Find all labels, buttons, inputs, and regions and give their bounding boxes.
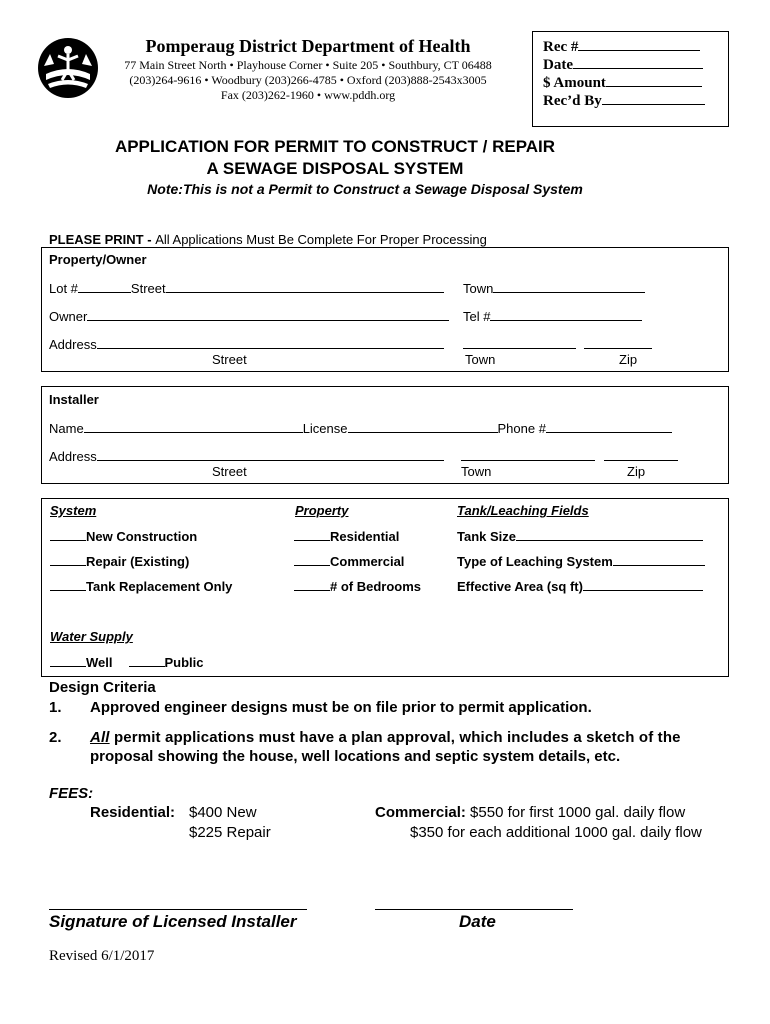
amount-label: $ Amount [543,75,606,91]
tel-label: Tel # [463,309,491,324]
org-phones: (203)264-9616 • Woodbury (203)266-4785 • Oxford (203)888-2543x3005 [129,73,487,87]
effective-area-field[interactable] [583,578,703,591]
installer-address-zip-field[interactable] [604,448,678,461]
owner-town-sublabel: Town [465,352,496,367]
date-label: Date [543,57,573,73]
commercial-check[interactable] [294,553,330,566]
license-field[interactable] [348,420,498,433]
lot-label: Lot # [49,281,78,296]
property-owner-heading: Property/Owner [49,252,147,267]
design-item1-text: Approved engineer designs must be on file prior to permit application. [90,699,592,716]
phone-label: Phone # [497,421,546,436]
rec-number-label: Rec # [543,39,579,55]
commercial-fee-label: Commercial: [375,804,466,821]
tank-heading: Tank/Leaching Fields [457,503,589,518]
owner-label: Owner [49,309,88,324]
print-notice-bold: PLEASE PRINT - [49,232,156,247]
residential-new-fee: $400 New [189,804,257,821]
effective-area-label: Effective Area (sq ft) [457,579,583,594]
form-note: Note:This is not a Permit to Construct a Sewage Disposal System [147,181,583,197]
residential-repair-fee: $225 Repair [189,824,271,841]
design-item2-text1: permit applications must have a plan approval, which includes a sketch of the [109,729,681,746]
leaching-type-field[interactable] [613,553,705,566]
town-label: Town [463,281,494,296]
public-label: Public [164,655,204,670]
design-item2-emphasis: All [90,729,110,746]
owner-zip-sublabel: Zip [619,352,638,367]
signature-line[interactable] [49,908,307,910]
design-item2-line1 [90,729,681,746]
installer-phone-field[interactable] [546,420,672,433]
bedrooms-field[interactable] [294,578,330,591]
new-construction-check[interactable] [50,528,86,541]
property-heading: Property [295,503,349,518]
revised-date: Revised 6/1/2017 [49,948,155,964]
well-label: Well [86,655,113,670]
commercial-fee-first [375,804,685,822]
tank-size-label: Tank Size [457,529,517,544]
org-fax-web: Fax (203)262-1960 • www.pddh.org [220,88,396,102]
form-title-line2: A SEWAGE DISPOSAL SYSTEM [206,159,464,178]
installer-street-sublabel: Street [212,464,247,479]
new-construction-label: New Construction [86,529,198,544]
installer-town-sublabel: Town [461,464,492,479]
water-supply-heading: Water Supply [50,629,133,644]
org-address: 77 Main Street North • Playhouse Corner • Suite 205 • Southbury, CT 06488 [124,58,492,72]
fees-heading: FEES: [49,785,94,802]
rec-number-field[interactable] [578,38,700,51]
org-name: Pomperaug District Department of Health [145,36,471,56]
design-item2-line2: proposal showing the house, well locations and septic system details, etc. [90,748,621,765]
repair-label: Repair (Existing) [86,554,190,569]
office-use-box [532,31,729,127]
tank-replacement-check[interactable] [50,578,86,591]
design-criteria-heading: Design Criteria [49,679,156,696]
installer-address-town-field[interactable] [461,448,595,461]
amount-field[interactable] [606,74,702,87]
commercial-fee-additional: $350 for each additional 1000 gal. daily flow [410,824,702,841]
installer-name-field[interactable] [84,420,303,433]
date-field[interactable] [573,56,703,69]
owner-address-label: Address [49,337,97,352]
print-notice-text: All Applications Must Be Complete For Proper Processing [155,232,487,247]
well-check[interactable] [50,654,86,667]
tel-field[interactable] [490,308,642,321]
residential-fee-label: Residential: [90,804,176,821]
commercial-first-text: $550 for first 1000 gal. daily flow [470,804,686,821]
recd-by-label: Rec’d By [543,93,602,109]
leaching-type-label: Type of Leaching System [457,554,613,569]
street-label: Street [130,281,166,296]
signature-label: Signature of Licensed Installer [49,912,297,931]
tank-replacement-label: Tank Replacement Only [86,579,233,594]
owner-field[interactable] [87,308,449,321]
property-town-field[interactable] [493,280,645,293]
commercial-label: Commercial [330,554,405,569]
installer-zip-sublabel: Zip [627,464,646,479]
health-logo-icon [36,36,100,100]
recd-by-field[interactable] [602,92,705,105]
property-street-field[interactable] [166,280,444,293]
date-line[interactable] [375,908,573,910]
owner-address-street-field[interactable] [97,336,444,349]
print-notice [49,232,487,247]
name-label: Name [49,421,84,436]
installer-address-label: Address [49,449,97,464]
system-heading: System [50,503,97,518]
form-title-line1: APPLICATION FOR PERMIT TO CONSTRUCT / REPAIR [114,137,556,156]
lot-field[interactable] [78,280,131,293]
signature-date-label: Date [459,912,496,931]
residential-check[interactable] [294,528,330,541]
owner-address-town-field[interactable] [463,336,576,349]
design-item1-number: 1. [49,699,62,716]
installer-heading: Installer [49,392,99,407]
owner-street-sublabel: Street [212,352,247,367]
bedrooms-label: # of Bedrooms [330,579,422,594]
license-label: License [302,421,348,436]
tank-size-field[interactable] [516,528,703,541]
owner-address-zip-field[interactable] [584,336,652,349]
repair-check[interactable] [50,553,86,566]
design-item2-number: 2. [49,729,62,746]
installer-address-street-field[interactable] [97,448,444,461]
public-check[interactable] [129,654,165,667]
residential-label: Residential [330,529,400,544]
